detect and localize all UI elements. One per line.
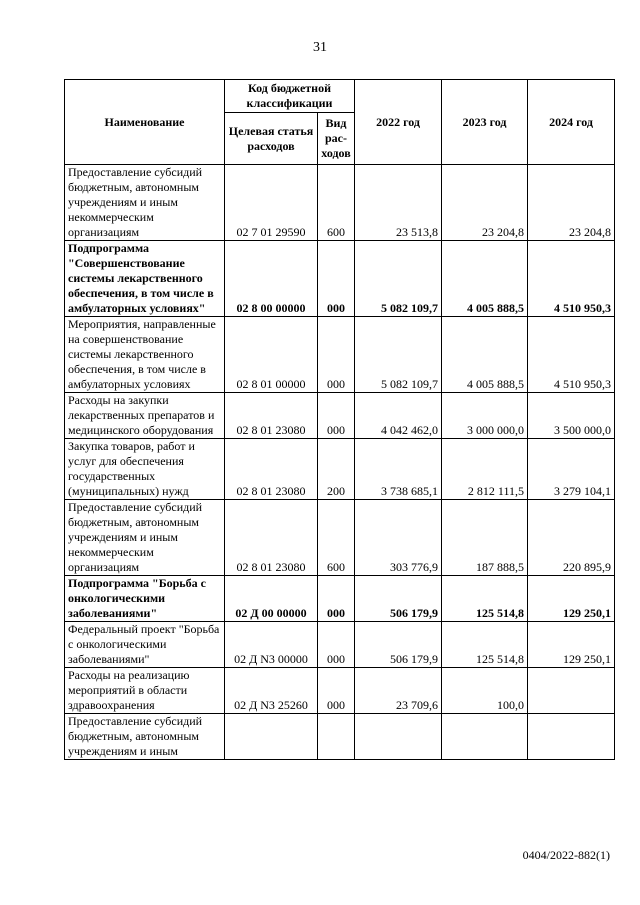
row-target-article: 02 8 01 23080 [225,439,318,500]
row-expense-type: 600 [318,165,355,241]
row-2022: 303 776,9 [355,500,442,576]
row-target-article: 02 Д N3 00000 [225,622,318,668]
row-expense-type: 600 [318,500,355,576]
row-name: Мероприятия, направленные на совершенствование системы лекарственного обеспечения, в том числе в амбулаторных условиях [65,317,225,393]
table-body [65,165,615,760]
row-expense-type: 000 [318,576,355,622]
row-target-article: 02 8 01 00000 [225,317,318,393]
row-2022: 23 709,6 [355,668,442,714]
row-2023: 125 514,8 [442,622,528,668]
table-row [65,622,615,668]
table-row [65,576,615,622]
row-target-article: 02 Д N3 25260 [225,668,318,714]
header-2023: 2023 год [442,80,528,165]
row-2024 [528,714,615,760]
row-2022: 506 179,9 [355,622,442,668]
table-row [65,668,615,714]
header-row-top [65,80,615,113]
row-2023: 100,0 [442,668,528,714]
row-2022: 23 513,8 [355,165,442,241]
row-name: Предоставление субсидий бюджетным, автономным учреждениям и иным некоммерческим организациям [65,500,225,576]
row-2024: 4 510 950,3 [528,241,615,317]
row-2023: 187 888,5 [442,500,528,576]
row-name: Федеральный проект "Борьба с онкологическими заболеваниями" [65,622,225,668]
row-target-article: 02 Д 00 00000 [225,576,318,622]
row-name: Расходы на закупки лекарственных препаратов и медицинского оборудования [65,393,225,439]
row-2024: 3 500 000,0 [528,393,615,439]
document-id: 0404/2022-882(1) [522,848,610,862]
row-name: Предоставление субсидий бюджетным, автономным учреждениям и иным [65,714,225,760]
budget-table [64,79,615,760]
row-2022 [355,714,442,760]
row-expense-type: 000 [318,622,355,668]
row-name: Предоставление субсидий бюджетным, автономным учреждениям и иным некоммерческим организациям [65,165,225,241]
row-name: Подпрограмма "Борьба с онкологическими заболеваниями" [65,576,225,622]
row-2023 [442,714,528,760]
row-expense-type: 000 [318,668,355,714]
row-target-article: 02 8 01 23080 [225,393,318,439]
row-2022: 5 082 109,7 [355,241,442,317]
row-target-article [225,714,318,760]
row-expense-type: 000 [318,241,355,317]
table-row [65,317,615,393]
header-2024: 2024 год [528,80,615,165]
row-2023: 4 005 888,5 [442,317,528,393]
page-number: 31 [313,40,327,55]
row-2022: 506 179,9 [355,576,442,622]
row-2024: 129 250,1 [528,622,615,668]
header-expense-type: Вид рас-ходов [318,113,355,165]
table-row [65,439,615,500]
row-target-article: 02 8 01 23080 [225,500,318,576]
row-expense-type [318,714,355,760]
row-expense-type: 000 [318,317,355,393]
table-row [65,714,615,760]
row-target-article: 02 8 00 00000 [225,241,318,317]
row-2024: 3 279 104,1 [528,439,615,500]
row-2022: 3 738 685,1 [355,439,442,500]
header-code-group: Код бюджетной классификации [225,80,355,113]
row-2024 [528,668,615,714]
row-2024: 23 204,8 [528,165,615,241]
row-2023: 4 005 888,5 [442,241,528,317]
row-expense-type: 200 [318,439,355,500]
table-row [65,165,615,241]
row-name: Расходы на реализацию мероприятий в области здравоохранения [65,668,225,714]
row-2023: 23 204,8 [442,165,528,241]
header-target-article: Целевая статья расходов [225,113,318,165]
row-2024: 4 510 950,3 [528,317,615,393]
row-2024: 129 250,1 [528,576,615,622]
row-name: Подпрограмма "Совершенствование системы лекарственного обеспечения, в том числе в амбулаторных условиях" [65,241,225,317]
row-target-article: 02 7 01 29590 [225,165,318,241]
row-2023: 2 812 111,5 [442,439,528,500]
row-name: Закупка товаров, работ и услуг для обеспечения государственных (муниципальных) нужд [65,439,225,500]
table-row [65,241,615,317]
table-row [65,500,615,576]
row-2024: 220 895,9 [528,500,615,576]
row-expense-type: 000 [318,393,355,439]
row-2022: 5 082 109,7 [355,317,442,393]
header-2022: 2022 год [355,80,442,165]
row-2023: 125 514,8 [442,576,528,622]
row-2022: 4 042 462,0 [355,393,442,439]
header-name: Наименование [65,80,225,165]
row-2023: 3 000 000,0 [442,393,528,439]
table-row [65,393,615,439]
